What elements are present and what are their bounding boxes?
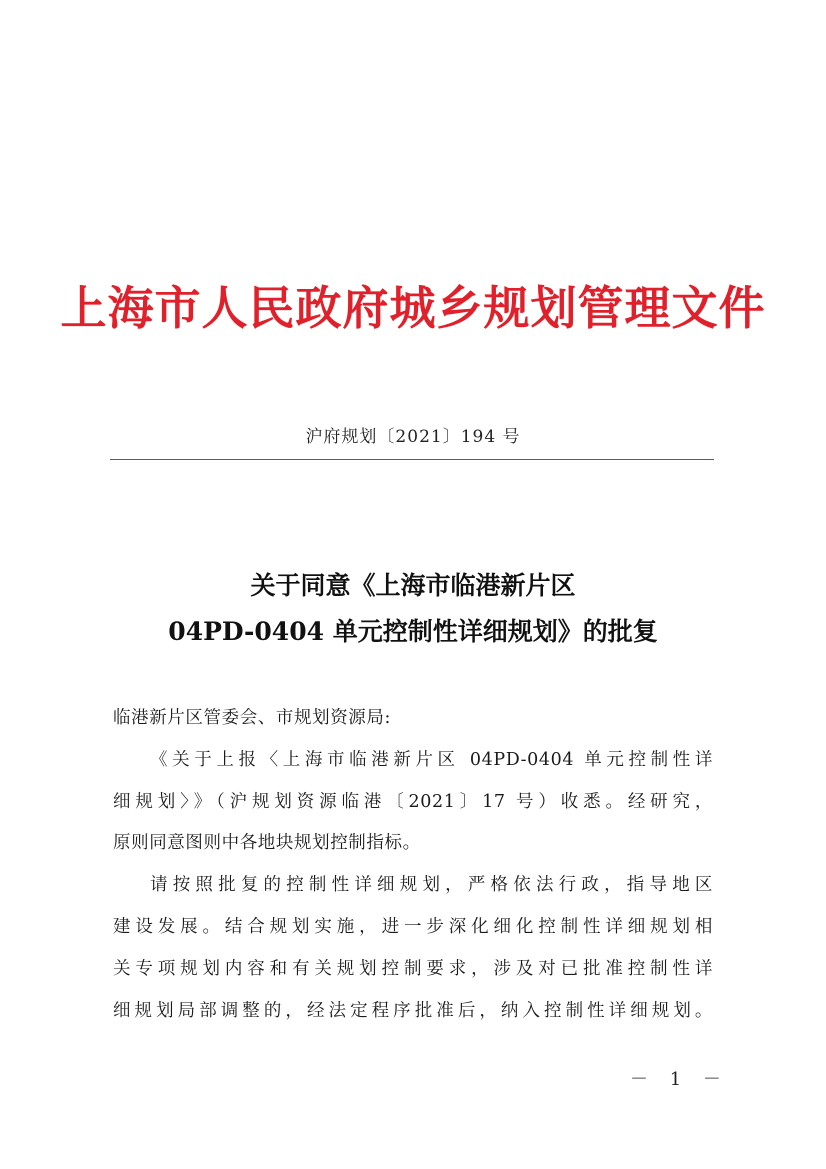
document-title-line-2: 04PD-0404 单元控制性详细规划》的批复 bbox=[168, 617, 658, 646]
page-number: － 1 － bbox=[630, 1069, 729, 1090]
paragraph-1-line-2: 细规划〉》（沪规划资源临港〔2021〕17 号）收悉。经研究， bbox=[113, 792, 713, 812]
paragraph-2-line-1: 请按照批复的控制性详细规划，严格依法行政，指导地区 bbox=[150, 875, 713, 895]
header-red-rule bbox=[110, 459, 714, 460]
salutation: 临港新片区管委会、市规划资源局: bbox=[113, 708, 391, 728]
paragraph-2-line-4: 细规划局部调整的，经法定程序批准后，纳入控制性详细规划。 bbox=[113, 1001, 713, 1021]
paragraph-2-line-3: 关专项规划内容和有关规划控制要求，涉及对已批准控制性详 bbox=[113, 959, 713, 979]
document-number: 沪府规划〔2021〕194 号 bbox=[305, 427, 521, 447]
document-title-line-1: 关于同意《上海市临港新片区 bbox=[250, 571, 576, 600]
paragraph-1-line-1: 《关于上报〈上海市临港新片区 04PD-0404 单元控制性详 bbox=[150, 750, 713, 770]
paragraph-2-line-2: 建设发展。结合规划实施，进一步深化细化控制性详细规划相 bbox=[113, 917, 713, 937]
issuer-header-title: 上海市人民政府城乡规划管理文件 bbox=[60, 281, 766, 335]
paragraph-1-line-3: 原则同意图则中各地块规划控制指标。 bbox=[113, 833, 421, 853]
